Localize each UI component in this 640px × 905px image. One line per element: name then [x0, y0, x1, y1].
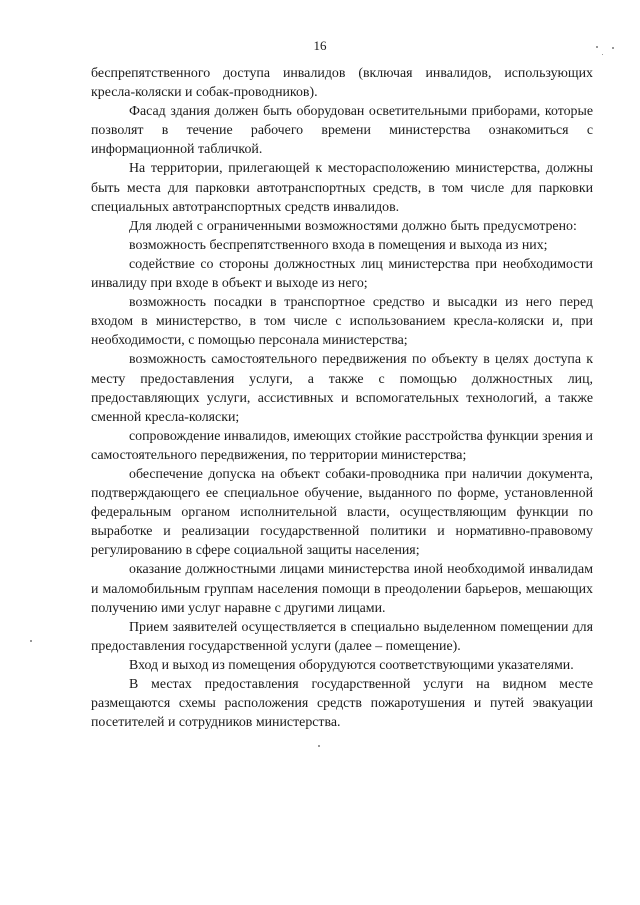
paragraph-13: Вход и выход из помещения оборудуются соответствующими указателями. [129, 657, 574, 673]
paragraph-8: возможность самостоятельного передвижения по объекту в целях доступа к месту предоставления услуги, а также с помощью должностных лиц, предоставляющих услуги, ассистивных и вспомогательных технологий, а также сменной кресла-коляски; [91, 352, 593, 425]
paragraph-10: обеспечение допуска на объект собаки-проводника при наличии документа, подтверждающего ее специальное обучение, выданного по форме, установленной федеральным органом исполнительной власти, осуществляющим функции по выработке и реализации государственной политики и нормативно-правовому регулированию в сфере социальной защиты населения; [91, 466, 593, 559]
scan-speck [318, 745, 320, 747]
paragraph-9: сопровождение инвалидов, имеющих стойкие расстройства функции зрения и самостоятельного передвижения, по территории министерства; [91, 428, 593, 463]
page-number: 16 [313, 38, 327, 53]
body-text [91, 64, 593, 732]
paragraph-7: возможность посадки в транспортное средство и высадки из него перед входом в министерство, в том числе с использованием кресла-коляски и, при необходимости, с помощью персонала министерства; [91, 295, 593, 349]
scan-speck [596, 46, 598, 48]
paragraph-2: Фасад здания должен быть оборудован осветительными приборами, которые позволят в течение рабочего времени министерства ознакомиться с информационной табличкой. [91, 104, 593, 158]
scan-speck [602, 54, 603, 55]
scan-speck [612, 47, 614, 49]
paragraph-14: В местах предоставления государственной услуги на видном месте размещаются схемы расположения средств пожаротушения и путей эвакуации посетителей и сотрудников министерства. [91, 677, 593, 731]
paragraph-5: возможность беспрепятственного входа в помещения и выхода из них; [129, 237, 548, 253]
paragraph-11: оказание должностными лицами министерства иной необходимой инвалидам и маломобильным группам населения помощи в преодолении барьеров, мешающих получению ими услуг наравне с другими лицами. [91, 562, 593, 616]
paragraph-1: беспрепятственного доступа инвалидов (включая инвалидов, использующих кресла-коляски и собак-проводников). [91, 66, 593, 101]
paragraph-6: содействие со стороны должностных лиц министерства при необходимости инвалиду при входе в объект и выходе из него; [91, 256, 593, 292]
paragraph-3: На территории, прилегающей к месторасположению министерства, должны быть места для парковки автотранспортных средств, в том числе для парковки специальных автотранспортных средств инвалидов. [91, 161, 593, 215]
scan-speck [30, 640, 32, 642]
paragraph-4: Для людей с ограниченными возможностями должно быть предусмотрено: [129, 218, 577, 234]
paragraph-12: Прием заявителей осуществляется в специально выделенном помещении для предоставления государственной услуги (далее – помещение). [91, 619, 593, 654]
